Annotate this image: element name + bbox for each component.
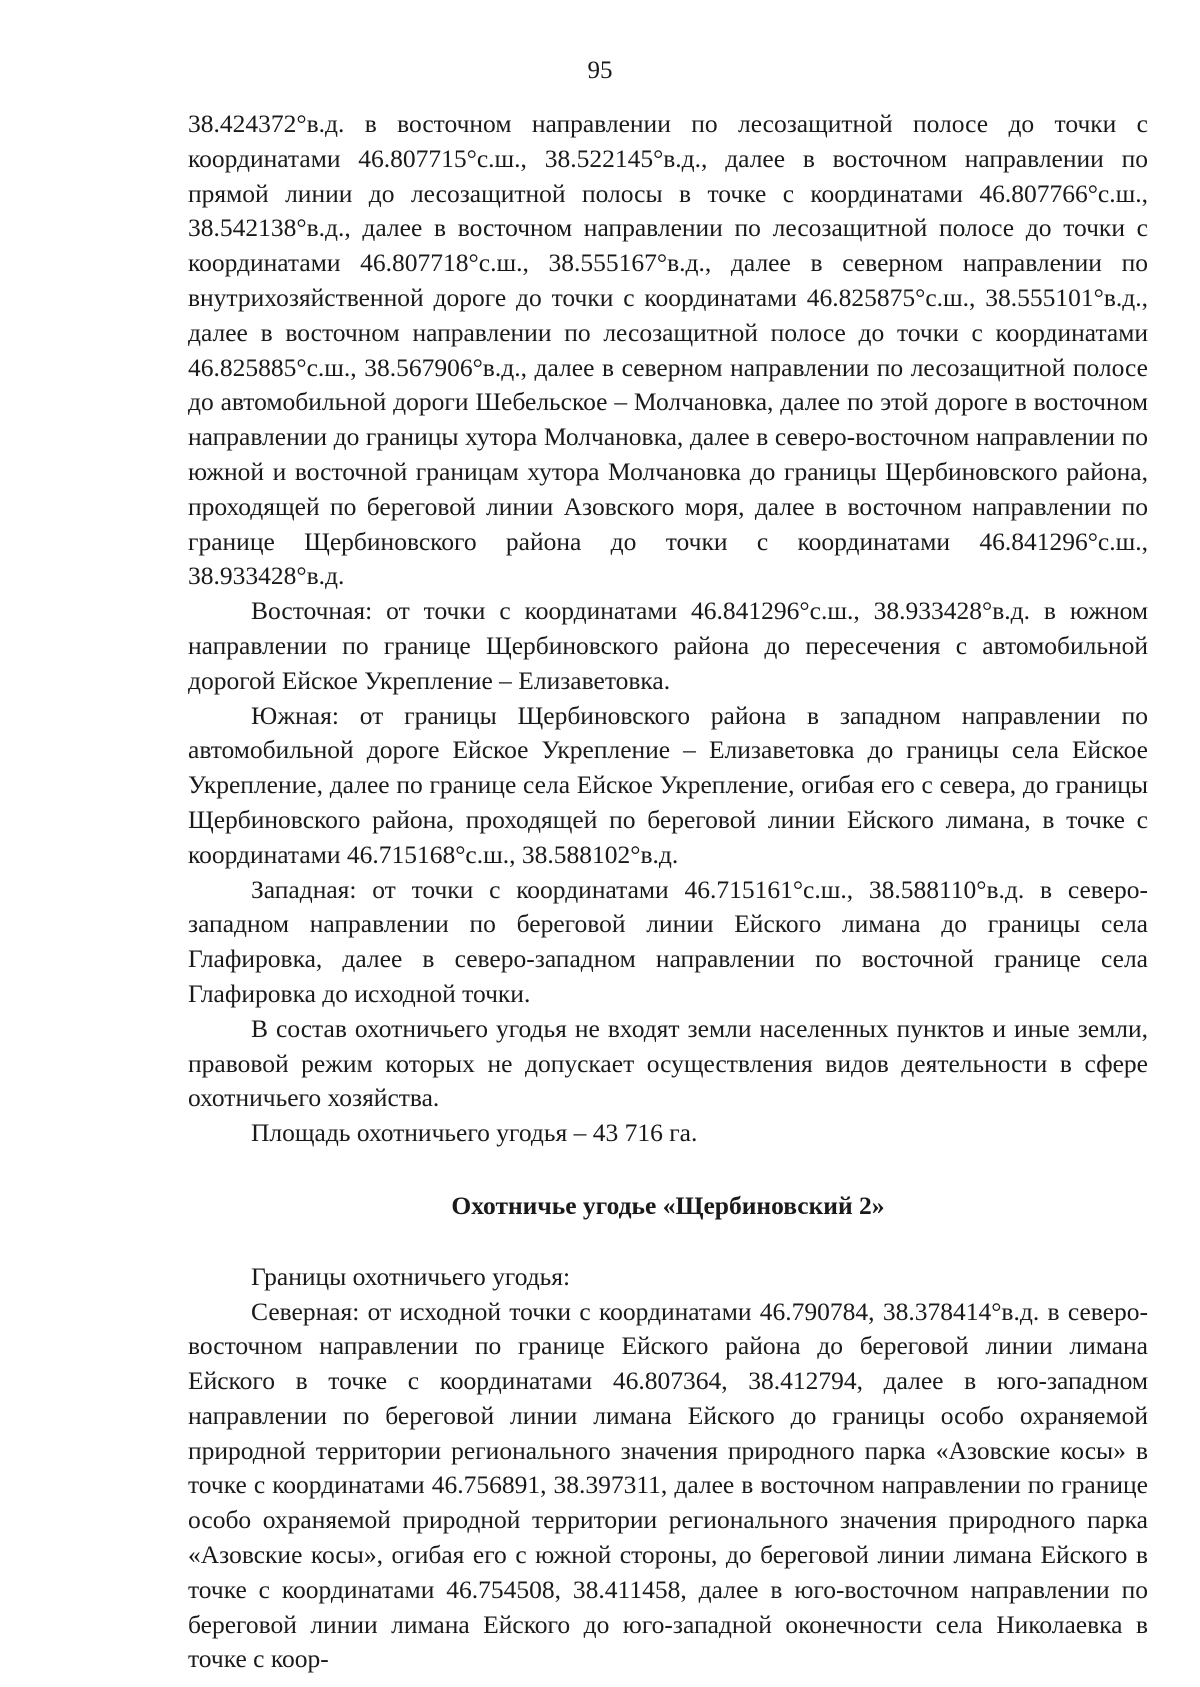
paragraph-north-boundary: Северная: от исходной точки с координатами 46.790784, 38.378414°в.д. в северо-восточном направлении по границе Ейского района до береговой линии лимана Ейского в точке с координатами 46.807364, 38.412794, далее в юго-западном направлении по береговой линии лимана Ейского до границы особо охраняемой природной территории регионального значения природного парка «Азовские косы» в точке с координатами 46.756891, 38.397311, далее в восточном направлении по границе особо охраняемой природной территории регионального значения природного парка «Азовские косы», огибая его с южной стороны, до береговой линии лимана Ейского в точке с координатами 46.754508, 38.411458, далее в юго-восточном направлении по береговой линии лимана Ейского до юго-западной оконечности села Николаевка в точке с коор- bbox=[188, 1296, 1148, 1674]
paragraph-north-boundary-continued: 38.424372°в.д. в восточном направлении по лесозащитной полосе до точки с координатами 46.807715°с.ш., 38.522145°в.д., далее в восточном направлении по прямой линии до лесозащитной полосы в точке с координатами 46.807766°с.ш., 38.542138°в.д., далее в восточном направлении по лесозащитной полосе до точки с координатами 46.807718°с.ш., 38.555167°в.д., далее в северном направлении по внутрихозяйственной дороге до точки с координатами 46.825875°с.ш., 38.555101°в.д., далее в восточном направлении по лесозащитной полосе до точки с координатами 46.825885°с.ш., 38.567906°в.д., далее в северном направлении по лесозащитной полосе до автомобильной дороги Шебельское – Молчановка, далее по этой дороге в восточном направлении до границы хутора Молчановка, далее в северо-восточном направлении по южной и восточной границам хутора Молчановка до границы Щербиновского района, проходящей по береговой линии Азовского моря, далее в восточном направлении по границе Щербиновского района до точки с координатами 46.841296°с.ш., 38.933428°в.д. bbox=[188, 109, 1148, 591]
paragraph-exclusions: В состав охотничьего угодья не входят земли населенных пунктов и иные земли, правовой режим которых не допускает осуществления видов деятельности в сфере охотничьего хозяйства. bbox=[188, 1013, 1148, 1113]
document-body bbox=[188, 107, 1148, 1677]
paragraph-west-boundary: Западная: от точки с координатами 46.715161°с.ш., 38.588110°в.д. в северо-западном направлении по береговой линии Ейского лимана до границы села Глафировка, далее в северо-западном направлении по восточной границе села Глафировка до исходной точки. bbox=[188, 874, 1148, 1008]
paragraph-boundaries-intro: Границы охотничьего угодья: bbox=[251, 1261, 571, 1291]
paragraph-area: Площадь охотничьего угодья – 43 716 га. bbox=[251, 1118, 698, 1148]
page-number: 95 bbox=[587, 57, 613, 84]
paragraph-south-boundary: Южная: от границы Щербиновского района в западном направлении по автомобильной дороге Ейское Укрепление – Елизаветовка до границы села Ейское Укрепление, далее по границе села Ейское Укрепление, огибая его с севера, до границы Щербиновского района, проходящей по береговой линии Ейского лимана, в точке с координатами 46.715168°с.ш., 38.588102°в.д. bbox=[188, 700, 1148, 869]
paragraph-east-boundary: Восточная: от точки с координатами 46.841296°с.ш., 38.933428°в.д. в южном направлении по границе Щербиновского района до пересечения с автомобильной дорогой Ейское Укрепление – Елизаветовка. bbox=[188, 596, 1148, 695]
section-heading: Охотничье угодье «Щербиновский 2» bbox=[451, 1190, 885, 1220]
